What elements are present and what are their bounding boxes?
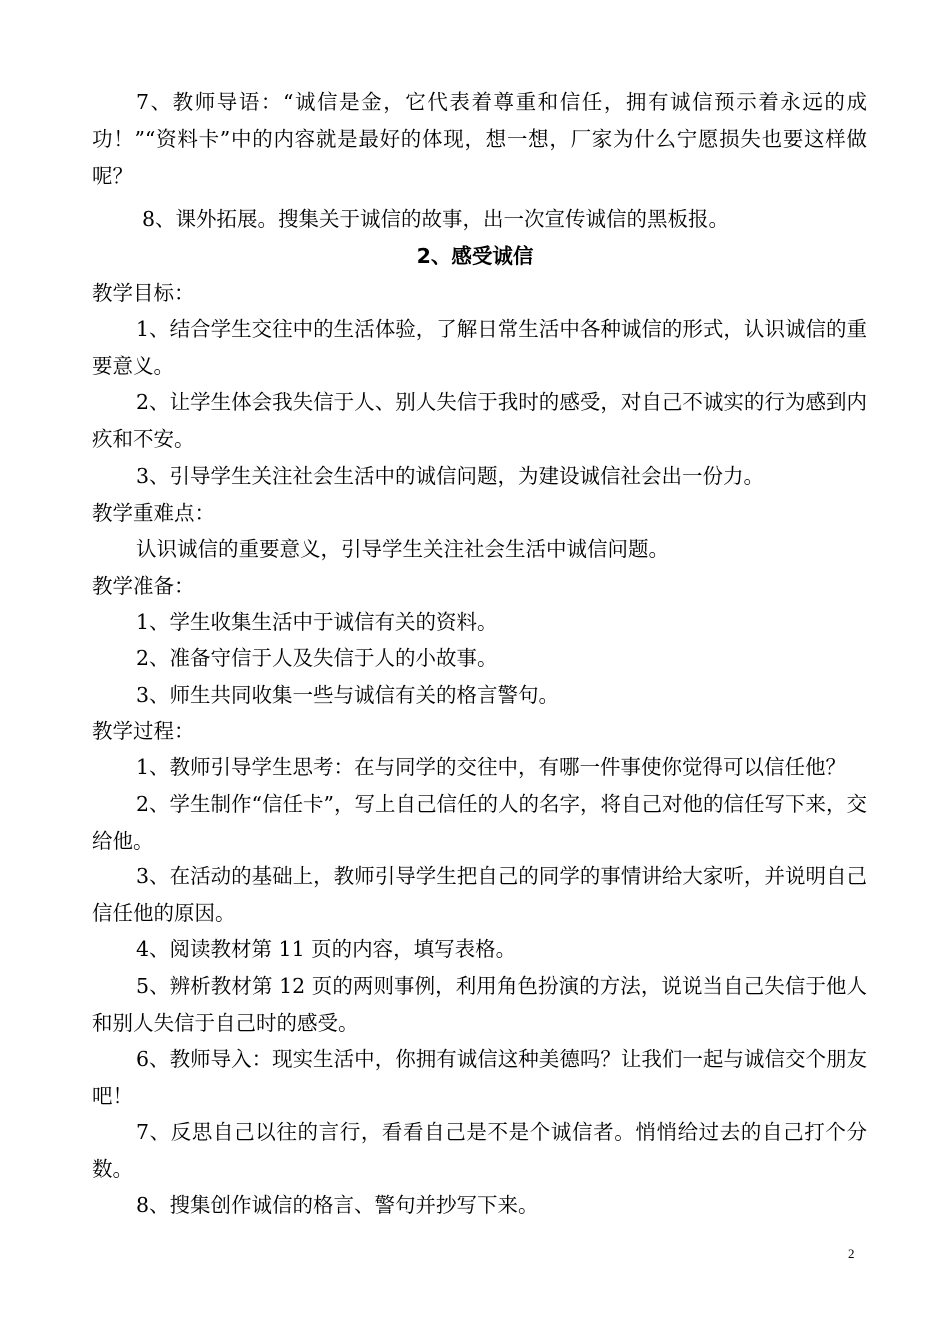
- process-item: 2、学生制作“信任卡”，写上自己信任的人的名字，将自己对他的信任写下来，交给他。: [92, 792, 868, 853]
- key-points-text: 认识诚信的重要意义，引导学生关注社会生活中诚信问题。: [136, 537, 669, 561]
- process-item: 1、教师引导学生思考：在与同学的交往中，有哪一件事使你觉得可以信任他？: [136, 755, 847, 779]
- preparation-label: 教学准备：: [92, 574, 195, 598]
- process-item: 8、搜集创作诚信的格言、警句并抄写下来。: [136, 1193, 539, 1217]
- process-label: 教学过程：: [92, 719, 195, 743]
- objective-item: 1、结合学生交往中的生活体验，了解日常生活中各种诚信的形式，认识诚信的重要意义。: [92, 317, 867, 378]
- key-points-label: 教学重难点：: [92, 501, 215, 525]
- paragraph-step-7-intro: 7、教师导语：“诚信是金，它代表着尊重和信任，拥有诚信预示着永远的成功！”“资料卡”中的内容就是最好的体现，想一想，厂家为什么宁愿损失也要这样做呢？: [92, 90, 867, 188]
- process-item: 5、辨析教材第 12 页的两则事例，利用角色扮演的方法，说说当自己失信于他人和别人失信于自己时的感受。: [92, 974, 867, 1035]
- objective-item: 2、让学生体会我失信于人、别人失信于我时的感受，对自己不诚实的行为感到内疚和不安。: [92, 390, 867, 451]
- preparation-item: 1、学生收集生活中于诚信有关的资料。: [136, 610, 498, 634]
- preparation-item: 3、师生共同收集一些与诚信有关的格言警句。: [136, 683, 560, 707]
- page-number: 2: [848, 1246, 855, 1261]
- objectives-label: 教学目标：: [92, 281, 195, 305]
- preparation-item: 2、准备守信于人及失信于人的小故事。: [136, 646, 498, 670]
- process-item: 6、教师导入：现实生活中，你拥有诚信这种美德吗？让我们一起与诚信交个朋友吧！: [92, 1047, 867, 1108]
- process-item: 7、反思自己以往的言行，看看自己是不是个诚信者。悄悄给过去的自己打个分数。: [92, 1120, 867, 1181]
- process-item: 3、在活动的基础上，教师引导学生把自己的同学的事情讲给大家听，并说明自己信任他的原因。: [92, 864, 867, 925]
- paragraph-step-8-extension: 8、课外拓展。搜集关于诚信的故事，出一次宣传诚信的黑板报。: [142, 207, 730, 231]
- lesson-title: 2、感受诚信: [416, 244, 534, 268]
- objective-item: 3、引导学生关注社会生活中的诚信问题，为建设诚信社会出一份力。: [136, 464, 765, 488]
- process-item: 4、阅读教材第 11 页的内容，填写表格。: [136, 937, 517, 961]
